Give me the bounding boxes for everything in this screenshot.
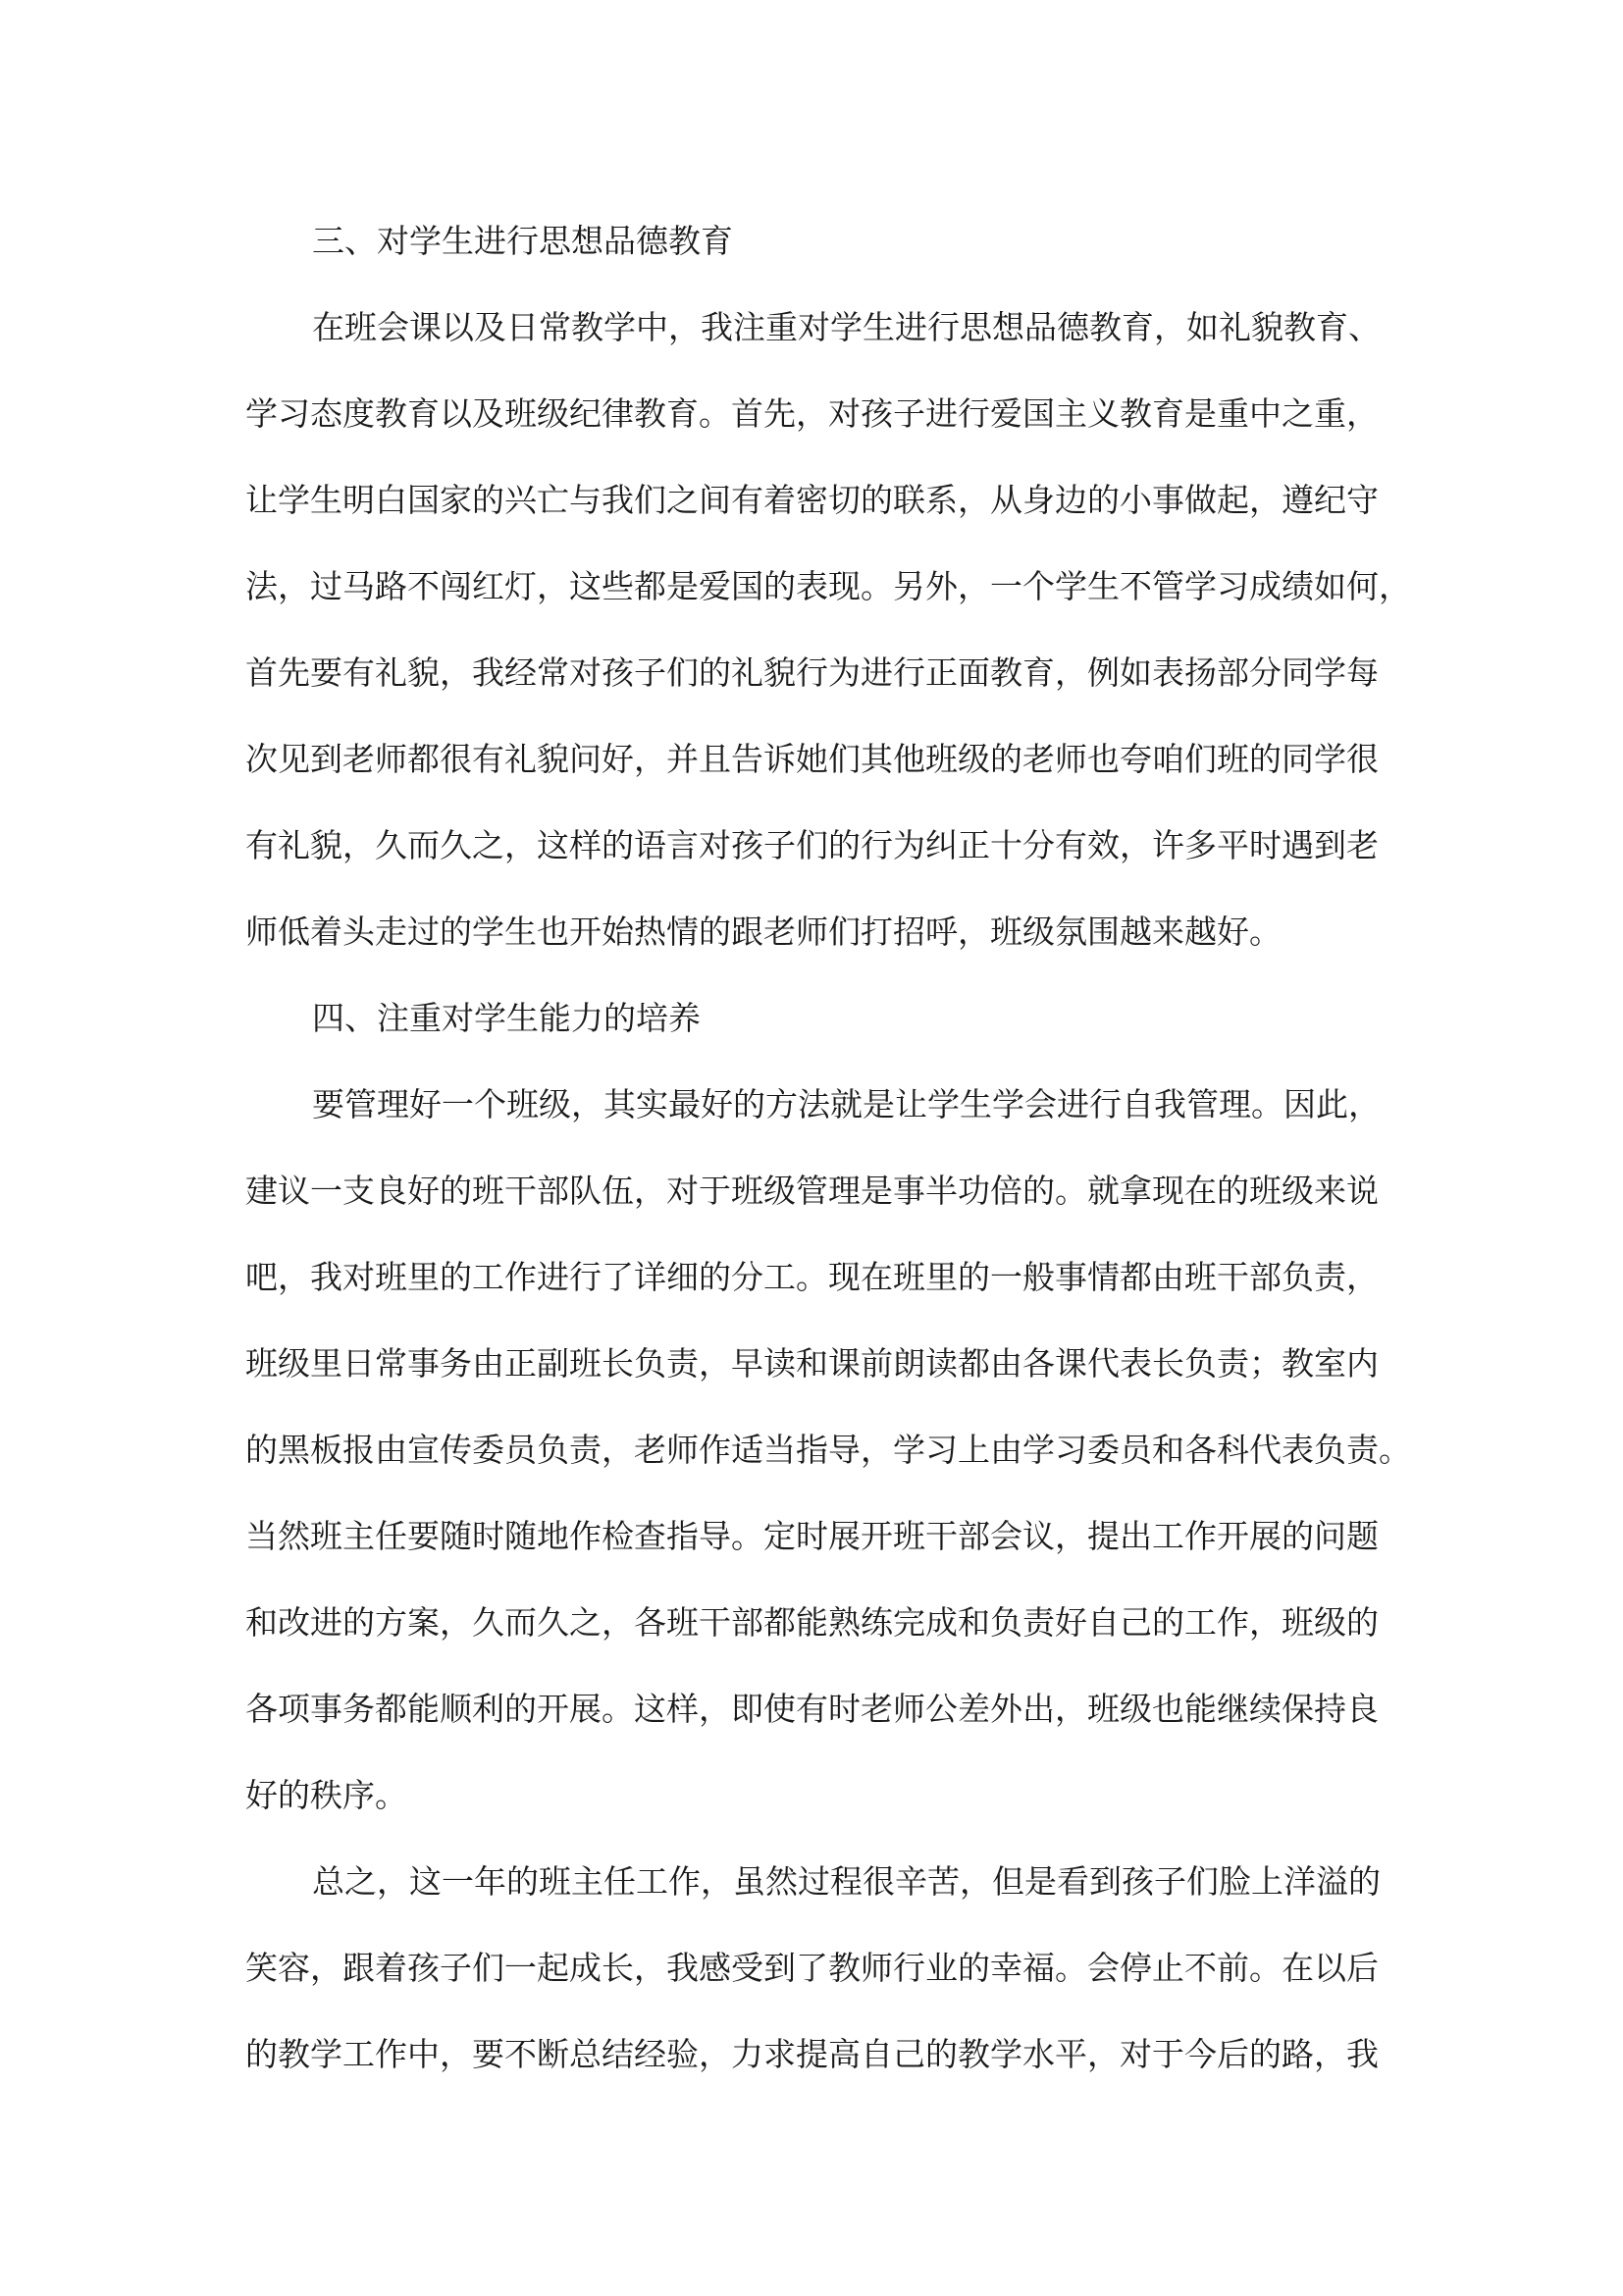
paragraph-line: 在班会课以及日常教学中，我注重对学生进行思想品德教育，如礼貌教育、: [312, 308, 1381, 346]
section-heading-3: 三、对学生进行思想品德教育: [312, 222, 733, 260]
paragraph-line: 让学生明白国家的兴亡与我们之间有着密切的联系，从身边的小事做起，遵纪守: [245, 481, 1379, 519]
paragraph-line: 的教学工作中，要不断总结经验，力求提高自己的教学水平，对于今后的路，我: [245, 2035, 1379, 2073]
paragraph-line: 要管理好一个班级，其实最好的方法就是让学生学会进行自我管理。因此，: [312, 1085, 1381, 1123]
paragraph-line: 各项事务都能顺利的开展。这样，即使有时老师公差外出，班级也能继续保持良: [245, 1690, 1379, 1728]
paragraph-line: 有礼貌，久而久之，这样的语言对孩子们的行为纠正十分有效，许多平时遇到老: [245, 826, 1379, 864]
paragraph-line: 首先要有礼貌，我经常对孩子们的礼貌行为进行正面教育，例如表扬部分同学每: [245, 653, 1379, 692]
section-heading-4: 四、注重对学生能力的培养: [312, 999, 701, 1037]
paragraph-line: 当然班主任要随时随地作检查指导。定时展开班干部会议，提出工作开展的问题: [245, 1517, 1379, 1555]
paragraph-line: 班级里日常事务由正副班长负责，早读和课前朗读都由各课代表长负责；教室内: [245, 1344, 1379, 1383]
paragraph-line: 的黑板报由宣传委员负责，老师作适当指导，学习上由学习委员和各科代表负责。: [245, 1431, 1411, 1469]
paragraph-line: 建议一支良好的班干部队伍，对于班级管理是事半功倍的。就拿现在的班级来说: [245, 1172, 1379, 1210]
paragraph-line: 次见到老师都很有礼貌问好，并且告诉她们其他班级的老师也夸咱们班的同学很: [245, 740, 1379, 778]
paragraph-line: 学习态度教育以及班级纪律教育。首先，对孩子进行爱国主义教育是重中之重，: [245, 394, 1379, 433]
paragraph-line: 好的秩序。: [245, 1776, 407, 1814]
paragraph-line: 法，过马路不闯红灯，这些都是爱国的表现。另外，一个学生不管学习成绩如何，: [245, 567, 1411, 605]
paragraph-line: 总之，这一年的班主任工作，虽然过程很辛苦，但是看到孩子们脸上洋溢的: [312, 1862, 1381, 1901]
paragraph-line: 和改进的方案，久而久之，各班干部都能熟练完成和负责好自己的工作，班级的: [245, 1603, 1379, 1642]
paragraph-line: 吧，我对班里的工作进行了详细的分工。现在班里的一般事情都由班干部负责，: [245, 1258, 1379, 1296]
paragraph-line: 师低着头走过的学生也开始热情的跟老师们打招呼，班级氛围越来越好。: [245, 913, 1282, 951]
paragraph-line: 笑容，跟着孩子们一起成长，我感受到了教师行业的幸福。会停止不前。在以后: [245, 1949, 1379, 1987]
